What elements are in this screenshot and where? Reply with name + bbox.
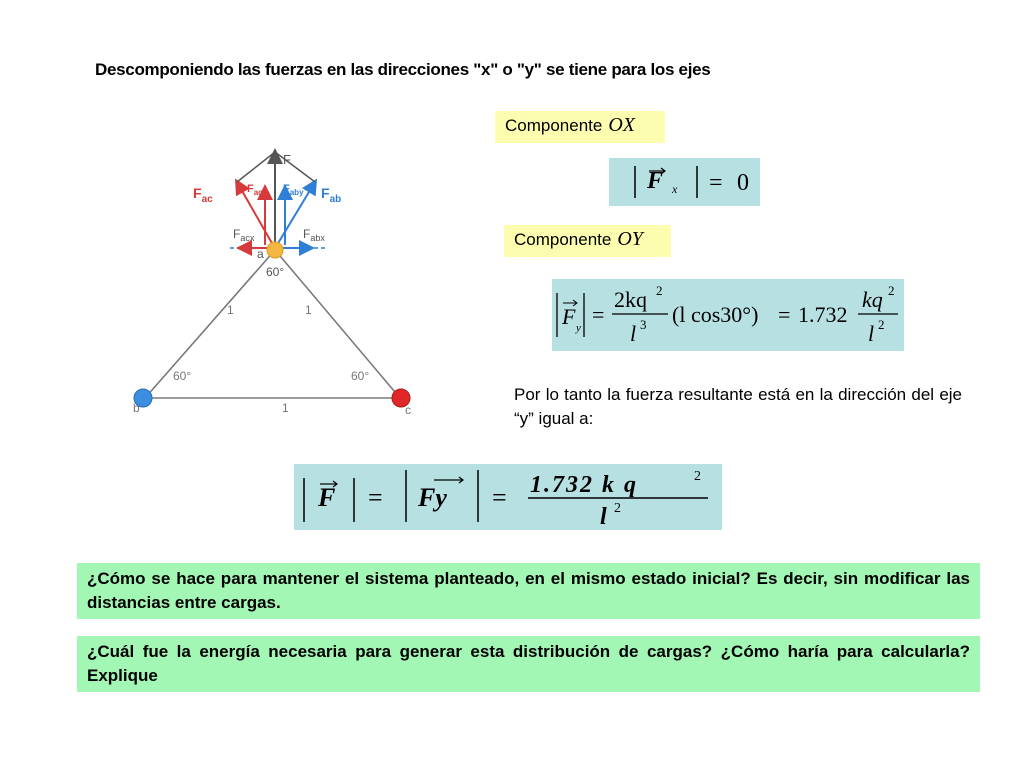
label-b: b (133, 401, 140, 415)
charge-a (267, 242, 283, 258)
final-numexp: 2 (694, 469, 701, 484)
fy-equals2: = (778, 302, 791, 327)
label-c: c (405, 403, 411, 417)
fx-sub: x (672, 182, 678, 196)
fy-denexp1: 3 (640, 317, 647, 332)
fy-denexp2: 2 (878, 317, 885, 332)
question-box-2: ¿Cuál fue la energía necesaria para generar esta distribución de cargas? ¿Cómo haría para calcularla? Explique (77, 636, 980, 692)
label-fabx: $F_{abx}$ (303, 227, 325, 243)
component-y-text: Componente (514, 230, 612, 249)
equation-final (294, 464, 722, 530)
triangle-side-ab (145, 250, 275, 398)
component-x-text: Componente (505, 116, 603, 135)
label-a: a (257, 247, 264, 261)
label-fac: $F_{ac}$ (193, 185, 213, 205)
triangle-side-ac (275, 250, 400, 398)
side-right-label: 1 (305, 303, 312, 317)
side-left-label: 1 (227, 303, 234, 317)
component-y-label (504, 225, 671, 257)
fy-den1: l (630, 321, 637, 346)
force-diagram (125, 140, 425, 430)
axis-oy-symbol: OY (617, 228, 643, 250)
page-title: Descomponiendo las fuerzas en las direcciones "x" o "y" se tiene para los ejes (95, 60, 711, 79)
fx-lhs: F (647, 168, 664, 194)
fy-num1: 2kq (614, 287, 647, 312)
angle-left: 60° (173, 369, 192, 383)
label-fab: $F_{ab}$ (321, 185, 342, 205)
parallelogram-right (275, 152, 315, 182)
fx-rhs: 0 (737, 170, 749, 196)
final-denexp: 2 (614, 501, 621, 516)
final-equals: = (368, 483, 383, 512)
axis-ox-symbol: OX (608, 114, 636, 136)
fx-equals: = (709, 170, 723, 196)
fy-lhs: F (562, 304, 576, 329)
fy-den2: l (868, 321, 875, 346)
question-box-1: ¿Cómo se hace para mantener el sistema planteado, en el mismo estado inicial? Es decir, sin modificar las distancias entre cargas. (77, 563, 980, 619)
final-equals2: = (492, 483, 507, 512)
resultant-description: Por lo tanto la fuerza resultante está en la dirección del eje “y” igual a: (514, 385, 962, 428)
angle-top: 60° (266, 265, 285, 279)
equation-fx (609, 158, 760, 206)
fy-exp2: 2 (888, 283, 895, 298)
fy-paren: (l cos30°) (672, 302, 759, 327)
final-num: 1.732 k q (530, 472, 638, 498)
angle-right: 60° (351, 369, 370, 383)
side-bottom-label: 1 (282, 401, 289, 415)
fy-coef: 1.732 (798, 302, 848, 327)
label-facy: $F_{acy}$ (247, 183, 268, 197)
fy-num2: kq (862, 287, 883, 312)
label-facx: $F_{acx}$ (233, 227, 255, 243)
fy-equals: = (592, 302, 605, 327)
final-den: l (600, 504, 607, 530)
label-faby: $F_{aby}$ (283, 183, 304, 197)
component-x-label (495, 111, 665, 143)
final-lhs: F (318, 483, 336, 512)
fy-exp1: 2 (656, 283, 663, 298)
fy-sub: y (576, 322, 581, 334)
equation-fy (552, 279, 904, 351)
parallelogram-left (237, 152, 275, 182)
label-f: F (283, 152, 291, 167)
final-mid: Fy (418, 483, 447, 512)
